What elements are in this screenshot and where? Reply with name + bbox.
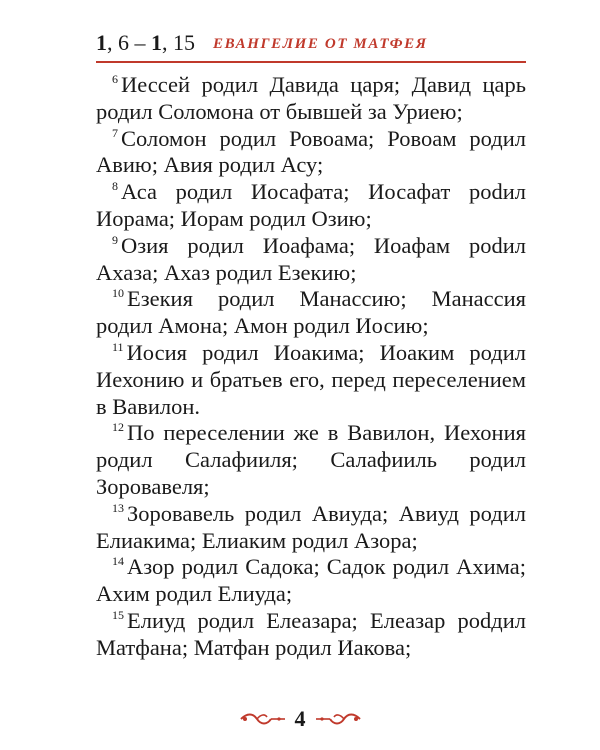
verse-number: 6	[112, 72, 118, 86]
verse	[96, 340, 526, 420]
header-divider	[96, 61, 526, 63]
ornament-left-icon	[239, 711, 287, 727]
verse-number: 11	[112, 339, 124, 354]
ref-start-chapter: 1	[96, 30, 107, 55]
scripture-text	[96, 72, 526, 662]
verse-text: По переселении же в Вавилон, Иехония родил Салафииля; Салафииль родил Зоровавеля;	[96, 420, 526, 499]
verse	[96, 233, 526, 287]
verse	[96, 72, 526, 126]
verse-number: 8	[112, 179, 118, 194]
verse	[96, 554, 526, 608]
verse-number: 14	[112, 554, 124, 569]
ref-start-verse: , 6 –	[107, 30, 151, 55]
verse-text: Зоровавель родил Авиуда; Авиуд родил Елиакима; Елиаким родил Азора;	[96, 500, 526, 553]
verse-number: 10	[112, 286, 124, 301]
verse	[96, 179, 526, 233]
verse-number: 9	[112, 232, 118, 247]
verse-text: Елиуд родил Елеазара; Елеазар роdдил Матфана; Матфан родил Иакова;	[96, 607, 526, 660]
page-footer	[0, 706, 600, 736]
page-header	[96, 30, 526, 58]
running-title: ЕВАНГЕЛИЕ ОТ МАТФЕЯ	[213, 36, 428, 52]
verse-text: Озия родил Иоафама; Иоафам роdил Ахаза; Ахаз родил Езекию;	[96, 232, 526, 285]
verse	[96, 286, 526, 340]
page-number: 4	[294, 706, 306, 731]
verse-text: Иосия родил Иоакима; Иоаким родил Иехонию и братьев его, перед переселением в Вавилон.	[96, 339, 526, 419]
verse-number: 13	[112, 500, 124, 515]
verse-text: Иессей родил Давида царя; Давид царь родил Соломона от бывшей за Уриею;	[96, 72, 526, 124]
ref-end-chapter: 1	[151, 30, 162, 55]
verse-text: Соломон родил Ровоама; Ровоам родил Авию; Авия родил Асу;	[96, 125, 526, 178]
verse-text: Аса родил Иосафата; Иосафат роdил Иорама; Иорам родил Озию;	[96, 179, 526, 231]
verse-text: Езекия родил Манассию; Манассия родил Амона; Амон родил Иосию;	[96, 286, 526, 339]
ref-end-verse: , 15	[162, 30, 195, 55]
verse	[96, 420, 526, 500]
verse-text: Азор родил Садока; Садок родил Ахима; Ахим родил Елиуда;	[96, 554, 526, 607]
verse	[96, 126, 526, 180]
ornament-right-icon	[314, 711, 362, 727]
verse	[96, 501, 526, 555]
verse	[96, 608, 526, 662]
verse-number: 12	[112, 420, 124, 435]
verse-number: 7	[112, 125, 118, 140]
verse-number: 15	[112, 607, 124, 622]
chapter-verse-range	[96, 30, 195, 56]
